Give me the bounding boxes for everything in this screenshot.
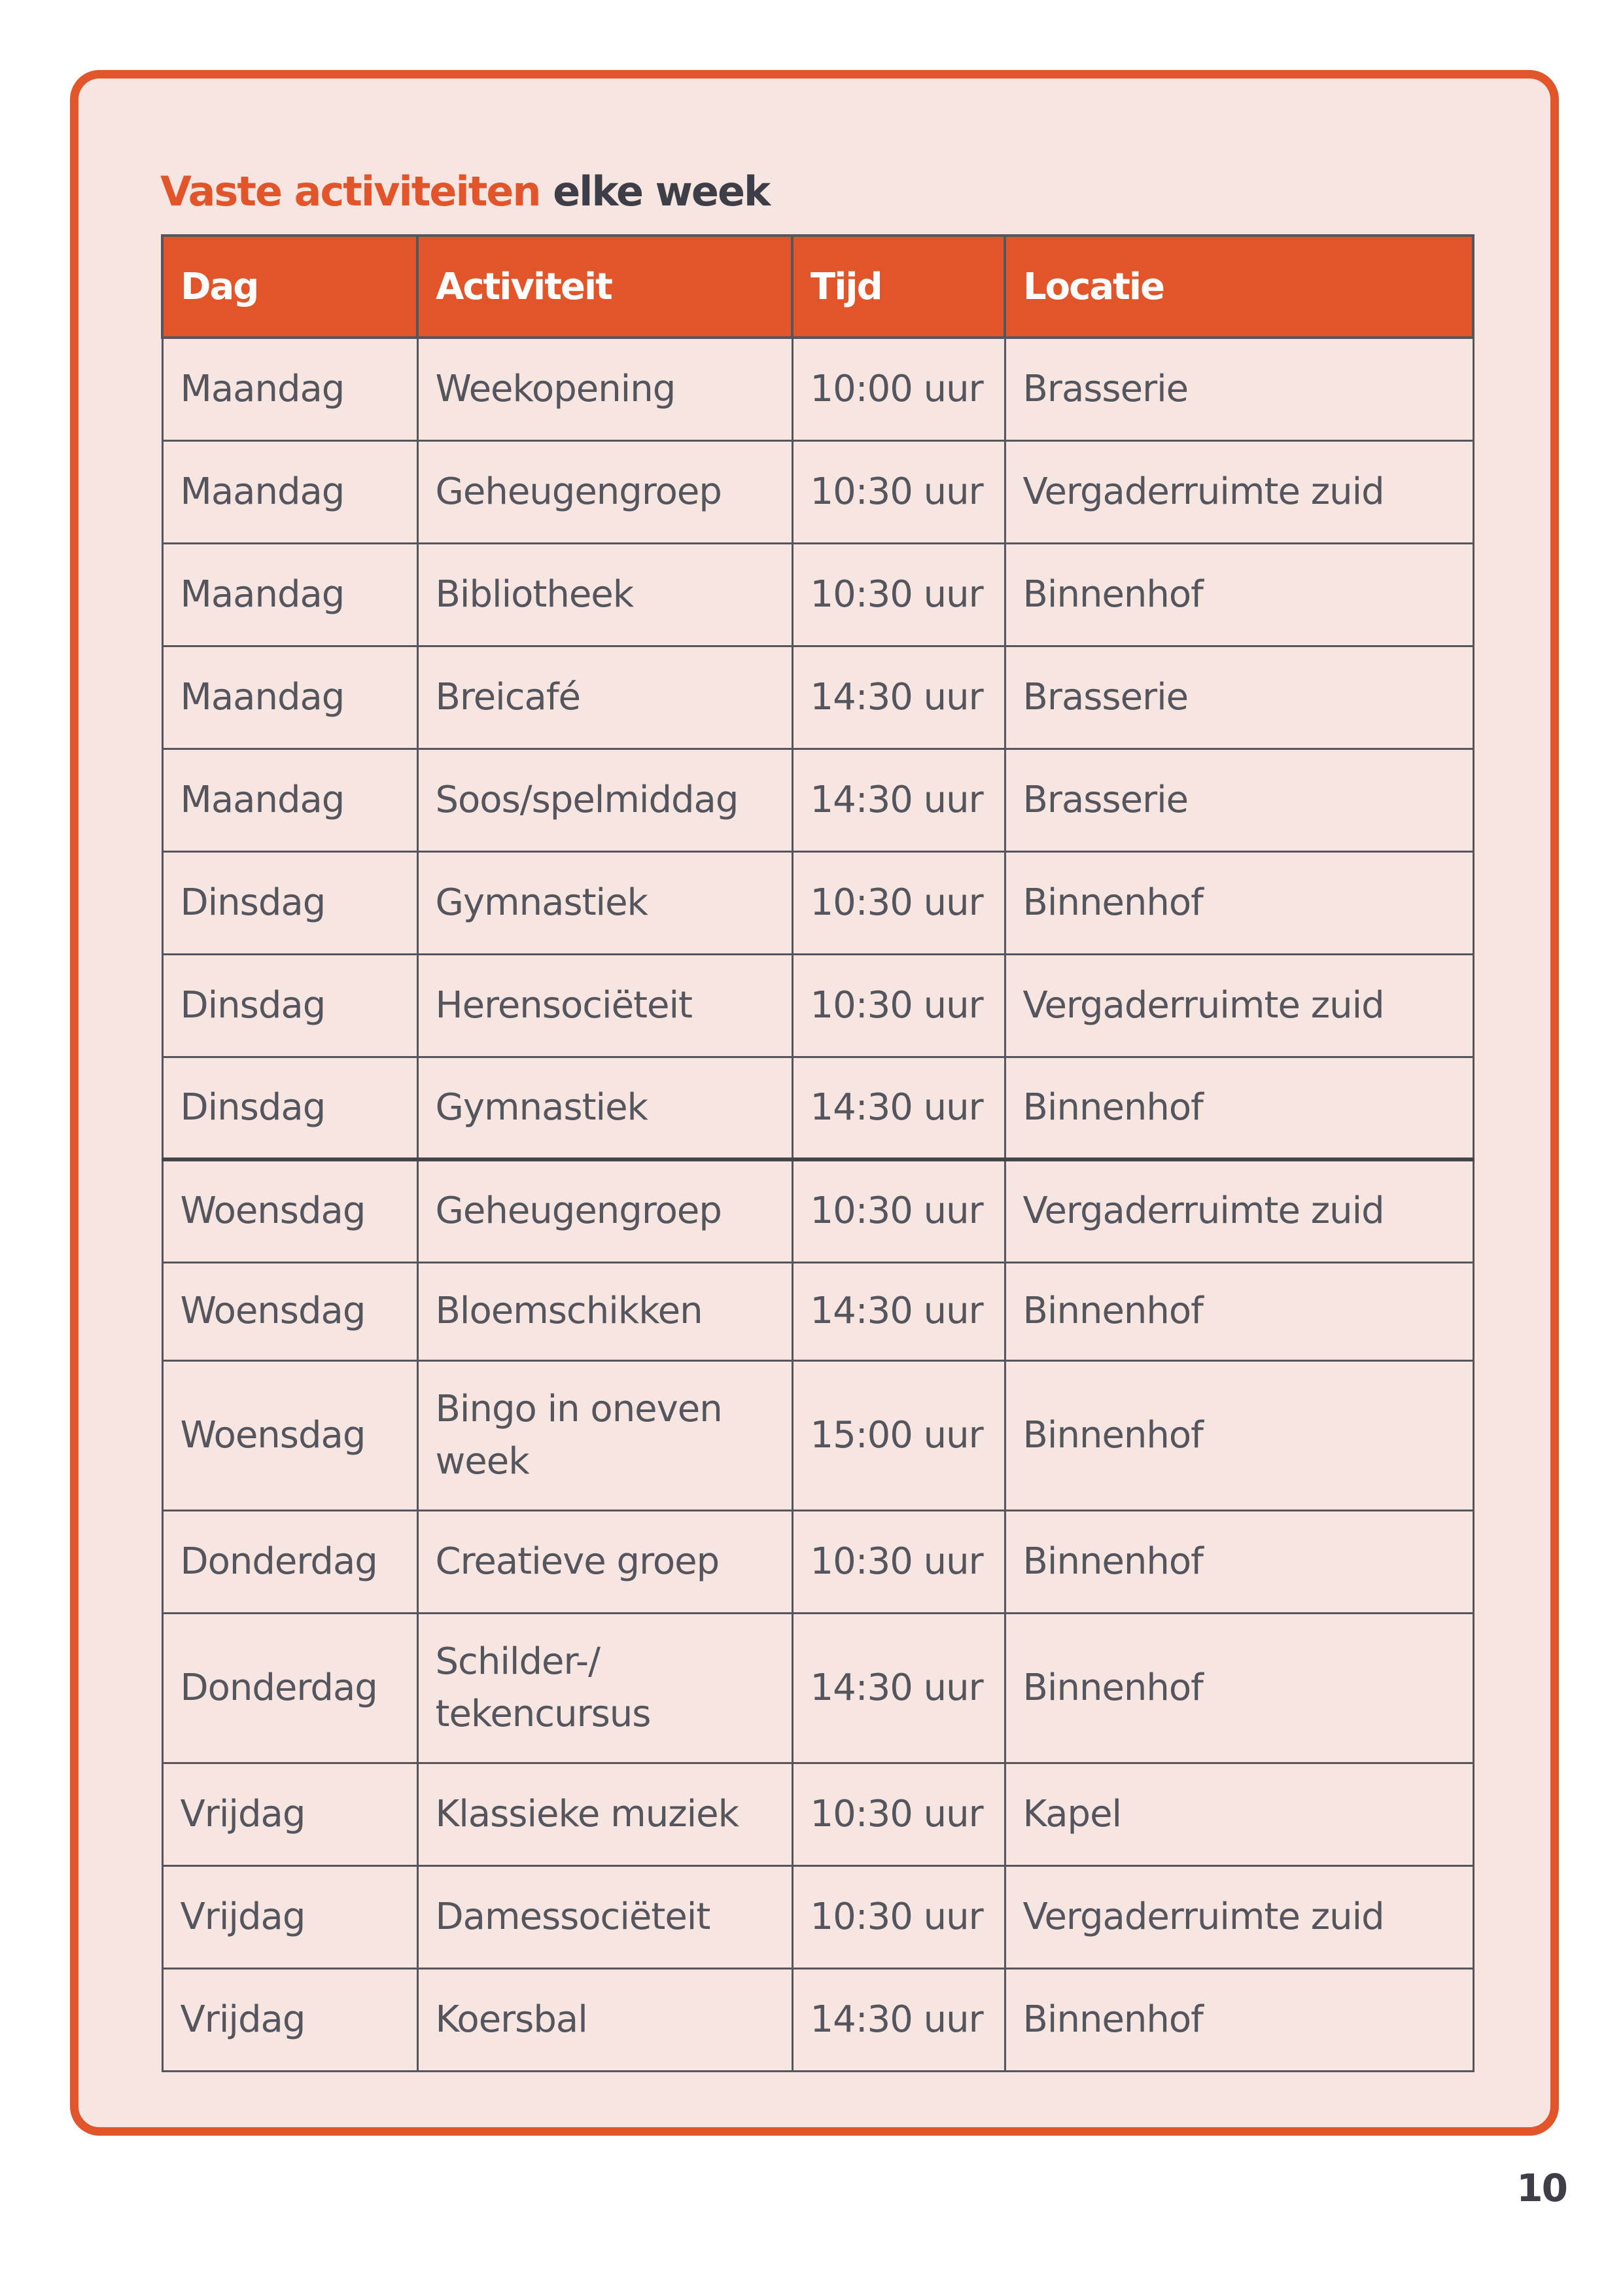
- table-row: [162, 646, 1473, 749]
- cell-dag: Dinsdag: [162, 1057, 417, 1159]
- cell-dag: Donderdag: [162, 1613, 417, 1763]
- table-row: [162, 749, 1473, 851]
- cell-dag: Woensdag: [162, 1262, 417, 1360]
- header-tijd: Tijd: [792, 236, 1005, 338]
- cell-tijd: 10:30 uur: [792, 1763, 1005, 1865]
- header-dag: Dag: [162, 236, 417, 338]
- cell-locatie: Binnenhof: [1005, 543, 1473, 646]
- cell-activiteit: Breicafé: [417, 646, 792, 749]
- cell-dag: Vrijdag: [162, 1865, 417, 1968]
- cell-locatie: Brasserie: [1005, 338, 1473, 440]
- cell-dag: Maandag: [162, 543, 417, 646]
- header-activiteit: Activiteit: [417, 236, 792, 338]
- cell-tijd: 14:30 uur: [792, 1613, 1005, 1763]
- cell-dag: Maandag: [162, 338, 417, 440]
- table-row: [162, 338, 1473, 440]
- cell-locatie: Brasserie: [1005, 646, 1473, 749]
- cell-tijd: 14:30 uur: [792, 646, 1005, 749]
- table-row: [162, 1360, 1473, 1510]
- cell-activiteit: Damessociëteit: [417, 1865, 792, 1968]
- table-row: [162, 1613, 1473, 1763]
- cell-locatie: Binnenhof: [1005, 1262, 1473, 1360]
- cell-dag: Maandag: [162, 749, 417, 851]
- title-rest: elke week: [553, 168, 770, 215]
- cell-activiteit: Herensociëteit: [417, 954, 792, 1057]
- cell-locatie: Vergaderruimte zuid: [1005, 440, 1473, 543]
- cell-dag: Maandag: [162, 440, 417, 543]
- table-row: [162, 1763, 1473, 1865]
- cell-locatie: Vergaderruimte zuid: [1005, 954, 1473, 1057]
- cell-locatie: Binnenhof: [1005, 1510, 1473, 1613]
- cell-tijd: 10:30 uur: [792, 1510, 1005, 1613]
- table-row: [162, 1159, 1473, 1262]
- cell-activiteit: Klassieke muziek: [417, 1763, 792, 1865]
- table-row: [162, 440, 1473, 543]
- cell-activiteit: Gymnastiek: [417, 851, 792, 954]
- header-locatie: Locatie: [1005, 236, 1473, 338]
- cell-activiteit: Gymnastiek: [417, 1057, 792, 1159]
- table-row: [162, 1510, 1473, 1613]
- cell-dag: Woensdag: [162, 1360, 417, 1510]
- cell-dag: Dinsdag: [162, 954, 417, 1057]
- cell-locatie: Brasserie: [1005, 749, 1473, 851]
- cell-activiteit: Bloemschikken: [417, 1262, 792, 1360]
- cell-tijd: 10:30 uur: [792, 954, 1005, 1057]
- page-number: 10: [1516, 2166, 1567, 2210]
- cell-activiteit: Schilder-/ tekencursus: [417, 1613, 792, 1763]
- cell-activiteit: Creatieve groep: [417, 1510, 792, 1613]
- cell-tijd: 10:30 uur: [792, 1865, 1005, 1968]
- cell-locatie: Binnenhof: [1005, 851, 1473, 954]
- cell-tijd: 14:30 uur: [792, 1968, 1005, 2071]
- table-row: [162, 1057, 1473, 1159]
- cell-tijd: 15:00 uur: [792, 1360, 1005, 1510]
- table-row: [162, 543, 1473, 646]
- cell-activiteit: Soos/spelmiddag: [417, 749, 792, 851]
- cell-tijd: 14:30 uur: [792, 1057, 1005, 1159]
- cell-activiteit: Geheugengroep: [417, 1159, 792, 1262]
- table-row: [162, 954, 1473, 1057]
- cell-locatie: Kapel: [1005, 1763, 1473, 1865]
- cell-dag: Maandag: [162, 646, 417, 749]
- cell-locatie: Vergaderruimte zuid: [1005, 1865, 1473, 1968]
- cell-activiteit: Bibliotheek: [417, 543, 792, 646]
- cell-activiteit: Weekopening: [417, 338, 792, 440]
- cell-tijd: 10:30 uur: [792, 543, 1005, 646]
- cell-locatie: Binnenhof: [1005, 1968, 1473, 2071]
- table-row: [162, 1262, 1473, 1360]
- cell-dag: Vrijdag: [162, 1968, 417, 2071]
- cell-dag: Donderdag: [162, 1510, 417, 1613]
- cell-tijd: 10:00 uur: [792, 338, 1005, 440]
- cell-tijd: 10:30 uur: [792, 440, 1005, 543]
- table-row: [162, 851, 1473, 954]
- cell-locatie: Binnenhof: [1005, 1360, 1473, 1510]
- cell-dag: Dinsdag: [162, 851, 417, 954]
- table-row: [162, 1968, 1473, 2071]
- page-title: [160, 162, 769, 221]
- table-row: [162, 1865, 1473, 1968]
- cell-dag: Woensdag: [162, 1159, 417, 1262]
- cell-tijd: 14:30 uur: [792, 1262, 1005, 1360]
- cell-locatie: Binnenhof: [1005, 1613, 1473, 1763]
- cell-tijd: 10:30 uur: [792, 1159, 1005, 1262]
- cell-activiteit: Geheugengroep: [417, 440, 792, 543]
- cell-locatie: Vergaderruimte zuid: [1005, 1159, 1473, 1262]
- cell-tijd: 10:30 uur: [792, 851, 1005, 954]
- cell-dag: Vrijdag: [162, 1763, 417, 1865]
- cell-tijd: 14:30 uur: [792, 749, 1005, 851]
- title-accent: Vaste activiteiten: [160, 168, 540, 215]
- table-header-row: [162, 236, 1473, 338]
- cell-locatie: Binnenhof: [1005, 1057, 1473, 1159]
- cell-activiteit: Koersbal: [417, 1968, 792, 2071]
- cell-activiteit: Bingo in oneven week: [417, 1360, 792, 1510]
- activities-table: [161, 234, 1475, 2072]
